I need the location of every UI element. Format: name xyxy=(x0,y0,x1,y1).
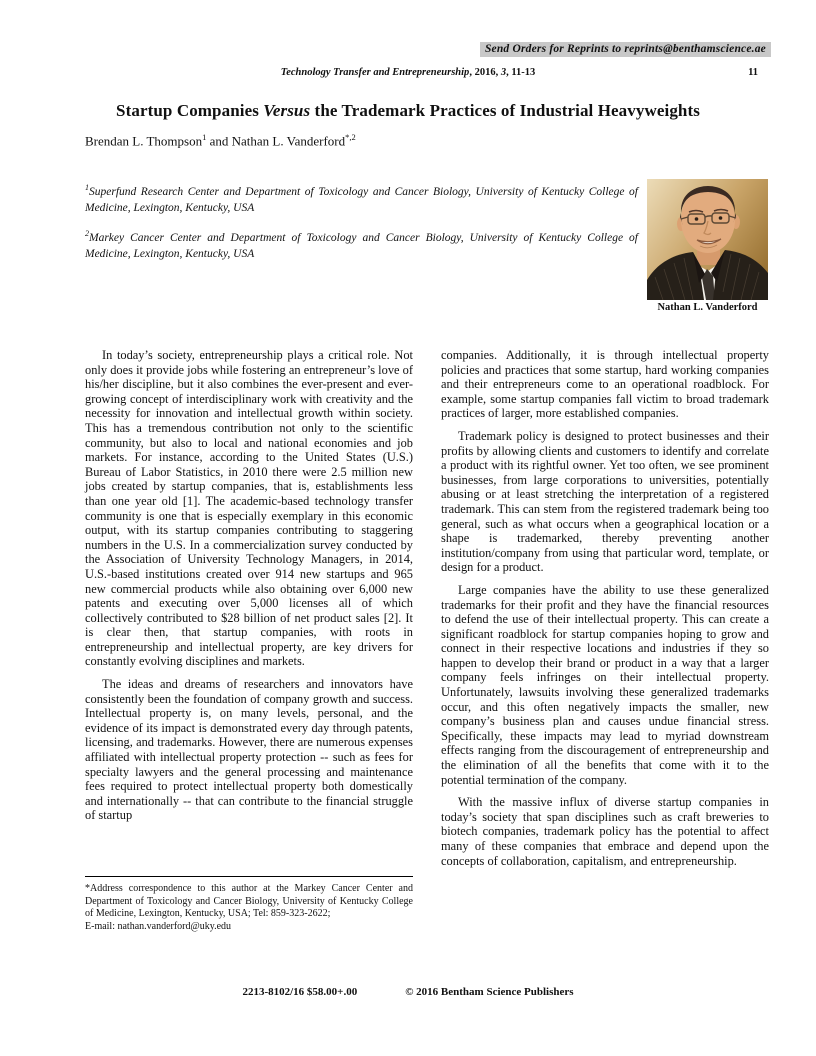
journal-name: Technology Transfer and Entrepreneurship xyxy=(280,67,470,78)
body-paragraph: Trademark policy is designed to protect businesses and their profits by allowing clients and customers to identify and correlate a product with its rightful owner. Yet too often, we see prominent businesses, from large corporations to universities, potentially abusing or at least stretching the interpretation of a registered trademark. This can stem from the registered trademark being too general, such as what occurs when a geographical location or a shape is trademarked, thereby preventing another institution/company from using that particular word, template, or design for a product. xyxy=(441,428,769,575)
title-part-italic: Versus xyxy=(263,101,311,121)
page-number: 11 xyxy=(748,67,758,78)
journal-year: , 2016, xyxy=(469,67,501,78)
body-paragraph: In today’s society, entrepreneurship plays a critical role. Not only does it provide jobs while fostering an entrepreneur’s love of his/her discipline, but it also combines the ever-present and ever-growing concept of interdisciplinary work with creativity and the necessity for innovation and intellectual growth within society. This has a tremendous contribution not only to the scientific community, but also to local and national economies and job markets. For instance, according to the United States (U.S.) Bureau of Labor Statistics, in 2010 there were 2.5 million new jobs created by startup companies, that is, establishments less than one year old [1]. The academic-based technology transfer community is one that is especially exemplary in this economic output, with its startup companies contributing to staggering numbers in the U.S. In a commercialization survey conducted by the Association of University Technology Managers, in 2014, U.S.-based institutions created over 914 new startups and 965 new commercial products while also obtaining over 6,000 new patents and executing over 5,000 licenses all of which collectively contributed to $28 billion of net product sales [2]. It is clear then, that startup companies, with roots in entrepreneurship and intellectual property, are key drivers for constantly evolving disciplines and markets. xyxy=(85,348,413,669)
affiliation: $^2$Markey Cancer Center and Department of Toxicology and Cancer Biology, University of Kentucky College of Medicine, Lexington, Kentucky, USA xyxy=(85,228,638,260)
reprint-orders-banner: Send Orders for Reprints to reprints@benthamscience.ae xyxy=(480,42,771,57)
affiliation: $^1$Superfund Research Center and Department of Toxicology and Cancer Biology, University of Kentucky College of Medicine, Lexington, Kentucky, USA xyxy=(85,183,638,214)
journal-volume: 3 xyxy=(500,67,507,78)
journal-page-range: , 11-13 xyxy=(506,67,536,78)
left-column xyxy=(85,348,413,831)
author-portrait xyxy=(647,179,768,313)
title-part: Startup Companies xyxy=(116,101,264,121)
author-line xyxy=(85,132,356,149)
body-paragraph: With the massive influx of diverse startup companies in today’s society that span disciplines such as craft breweries to biotech companies, trademark policy has the potential to affect many of these companies that embrace and depend upon the concepts of collaboration, capitalism, and entrepreneurship. xyxy=(441,795,769,868)
affiliations-block xyxy=(85,180,638,272)
issn-price: 2213-8102/16 $58.00+.00 xyxy=(242,986,358,998)
author-2-affiliation-mark: *,2 xyxy=(345,132,356,142)
body-paragraph: companies. Additionally, it is through intellectual property policies and practices that some startup, hard working companies and their entrepreneurs come to an operational roadblock. For example, some startup companies fall victim to broad trademark practices of larger, more established companies. xyxy=(441,348,769,421)
copyright-notice: © 2016 Bentham Science Publishers xyxy=(405,986,574,998)
right-column xyxy=(441,348,769,876)
correspondence-text: *Address correspondence to this author at the Markey Cancer Center and Department of Toxicology and Cancer Biology, University of Kentucky College of Medicine, Lexington, Kentucky, USA; Tel: 859-323-2622; xyxy=(85,883,413,920)
author-1: Brendan L. Thompson xyxy=(85,133,203,149)
body-paragraph: Large companies have the ability to use these generalized trademarks for their profit and they have the financial resources to defend the use of their intellectual property. This can create a significant roadblock for startup companies hoping to grow and connect in their respective locations and industries if they so happen to develop their brand or product in a way that a larger company feels infringes on their intellectual property. Unfortunately, lawsuits involving these generalized trademarks occur, and this often negatively impacts the smaller, new company’s business plan and causes undue financial stress. Specifically, these impacts may lead to myriad downstream effects ranging from the discouragement of entrepreneurship and the elimination of all the benefits that come with it to the potential termination of the company. xyxy=(441,582,769,787)
author-1-affiliation-mark: 1 xyxy=(202,132,207,142)
article-title xyxy=(40,101,776,121)
body-paragraph: The ideas and dreams of researchers and innovators have consistently been the foundation of company growth and success. Intellectual property is, on many levels, personal, and the evidence of its impact is demonstrated every day through patents, licensing, and trademarks. However, there are numerous expenses affiliated with intellectual property protection -- such as fees for specialty lawyers and the general processing and maintenance fees required to protect intellectual property both domestically and internationally -- that can contribute to the financial struggle of startup xyxy=(85,677,413,823)
author-separator: and xyxy=(206,133,232,149)
author-2: Nathan L. Vanderford xyxy=(231,133,346,149)
correspondence-footnote xyxy=(85,876,413,933)
portrait-caption: Nathan L. Vanderford xyxy=(657,302,758,313)
correspondence-email: E-mail: nathan.vanderford@uky.edu xyxy=(85,920,232,932)
journal-citation xyxy=(0,67,816,78)
page-footer xyxy=(0,986,816,998)
title-part: the Trademark Practices of Industrial Heavyweights xyxy=(310,101,700,121)
author-portrait-photo xyxy=(647,179,768,300)
